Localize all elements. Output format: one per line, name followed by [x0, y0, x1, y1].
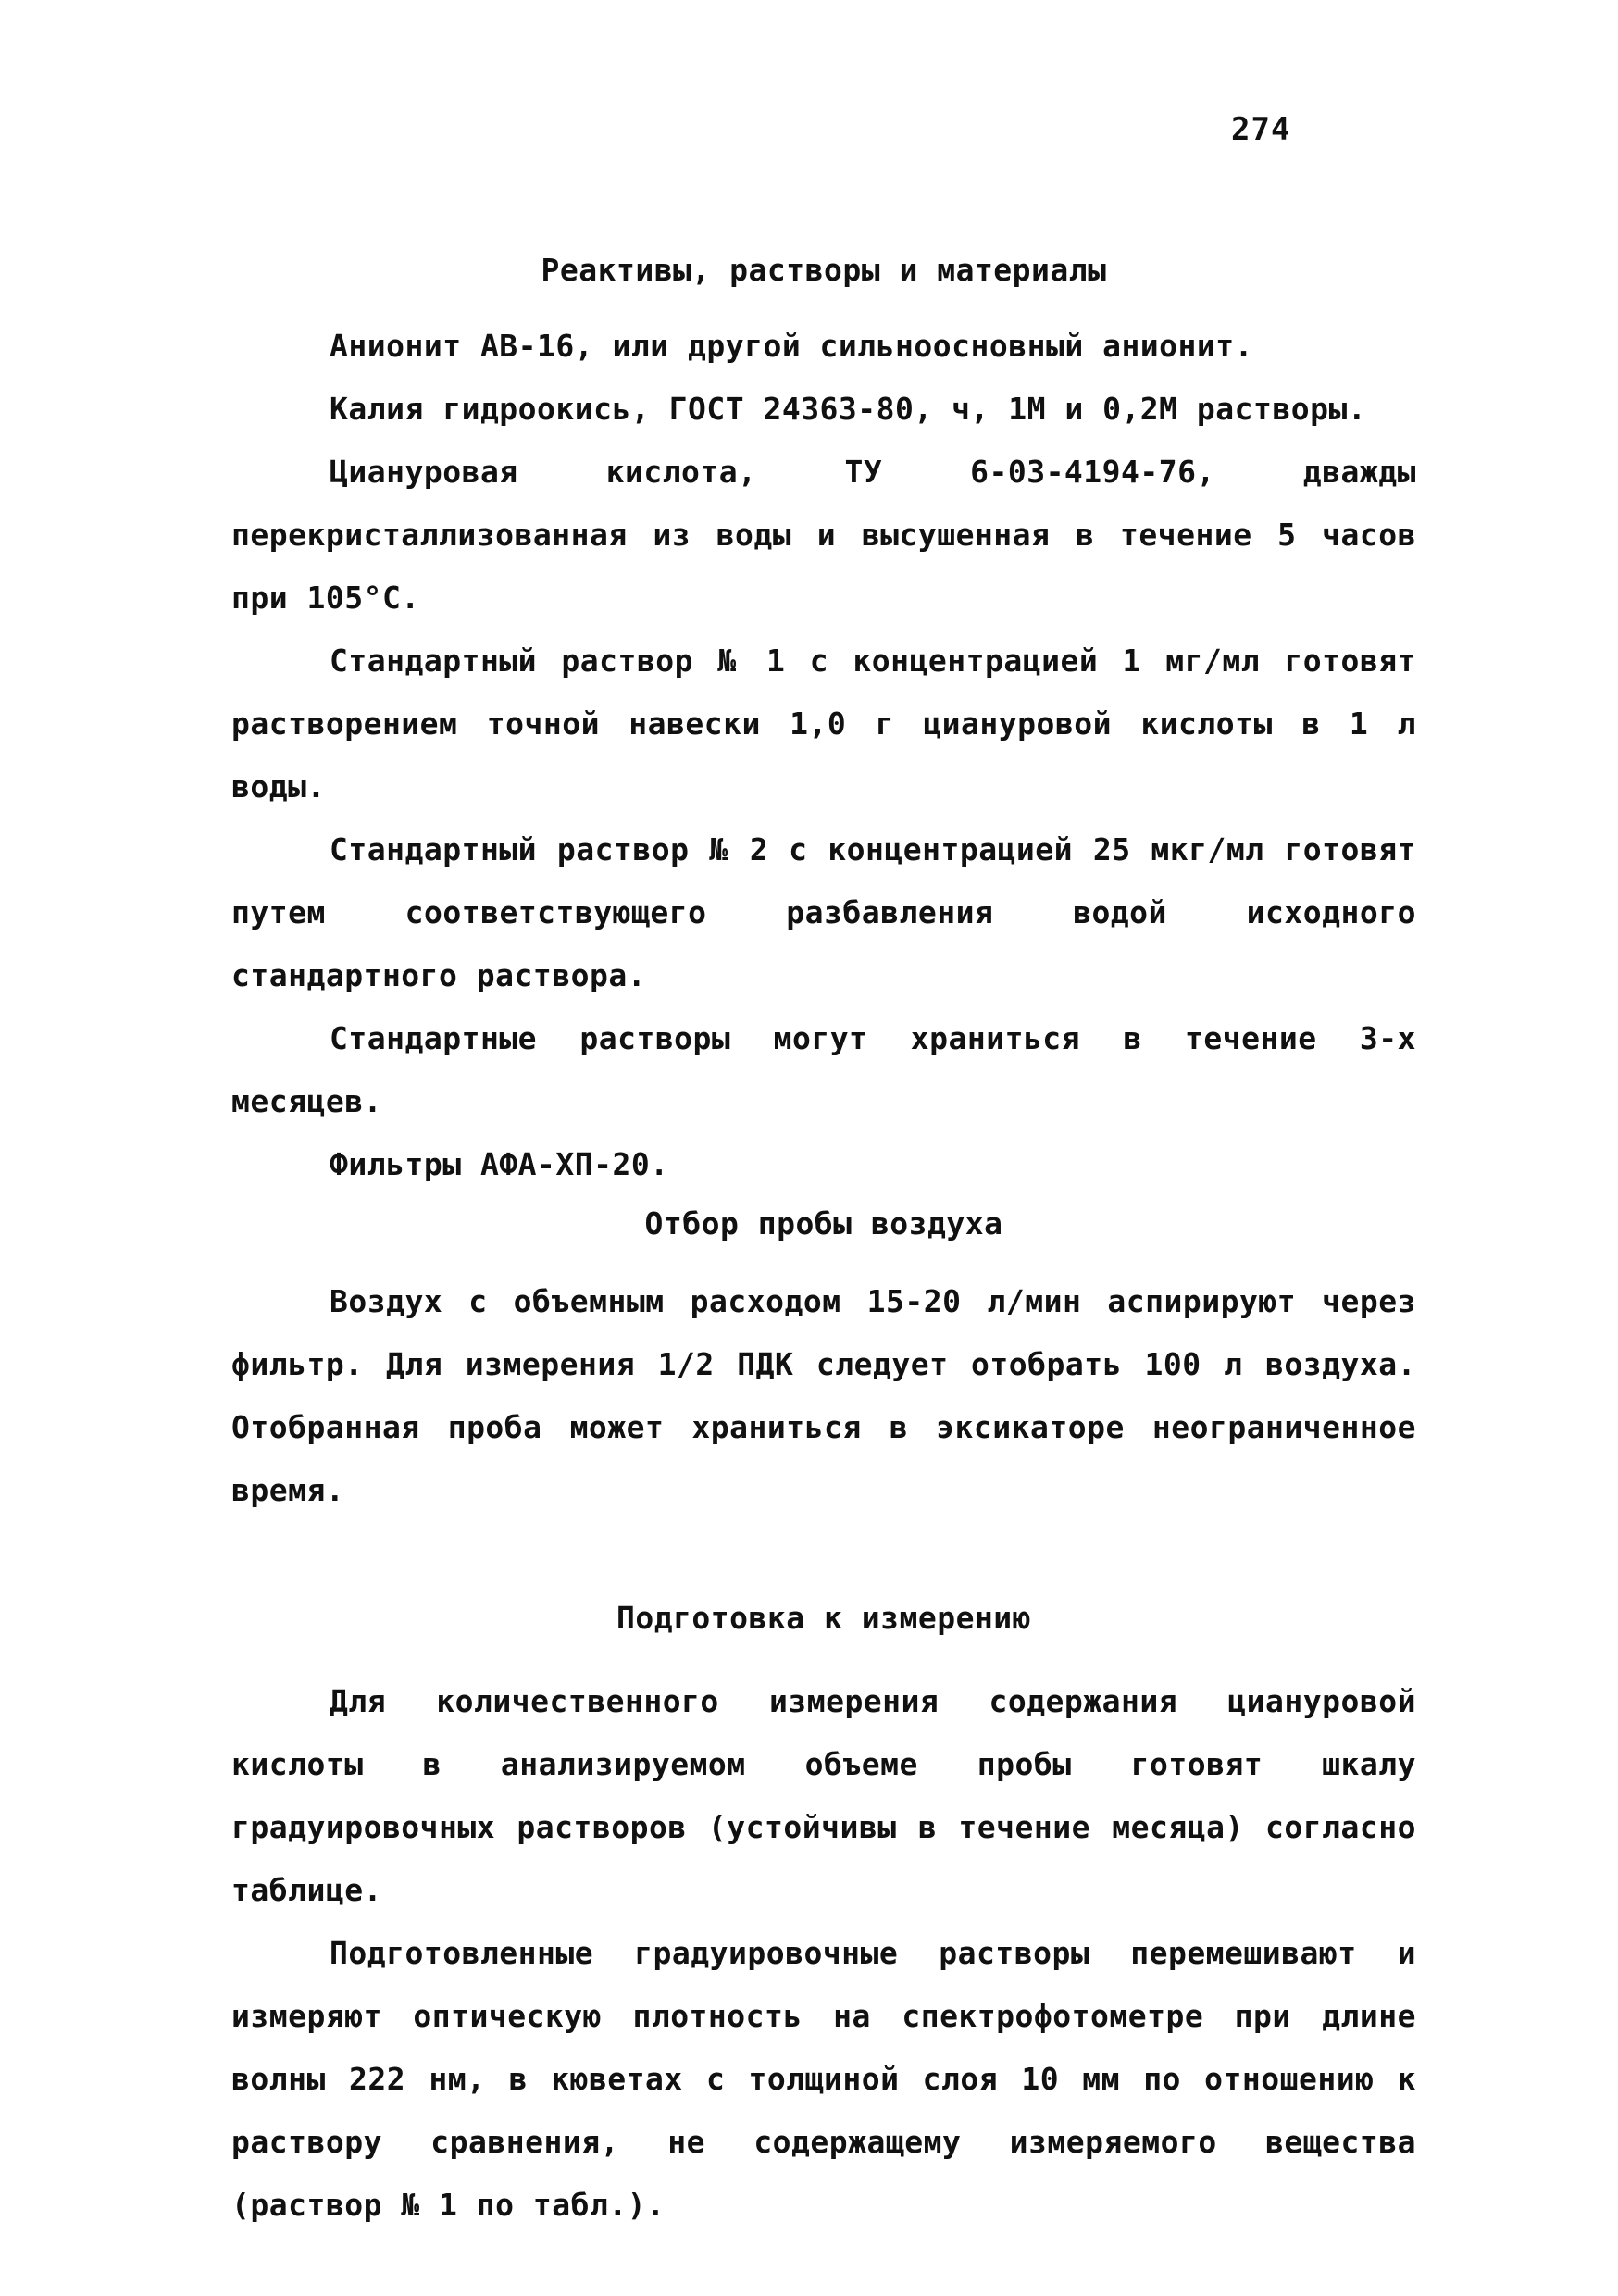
paragraph: Стандартный раствор № 2 с концентрацией 25 мкг/мл готовят путем соответствующего разбавления водой исходного стандартного раствора.: [231, 831, 1416, 993]
paragraph: Анионит АВ-16, или другой сильноосновный анионит.: [330, 328, 1254, 364]
section-heading-reagents: Реактивы, растворы и материалы: [541, 252, 1107, 288]
paragraph: Стандартные растворы могут храниться в течение 3-х месяцев.: [231, 1020, 1416, 1119]
paragraph: Подготовленные градуировочные растворы перемешивают и измеряют оптическую плотность на спектрофотометре при длине волны 222 нм, в кюветах с толщиной слоя 10 мм по отношению к раствору сравнения, не содержащему измеряемого вещества (раствор № 1 по табл.).: [231, 1935, 1416, 2223]
paragraph: Воздух с объемным расходом 15-20 л/мин аспирируют через фильтр. Для измерения 1/2 ПДК следует отобрать 100 л воздуха. Отобранная проба может храниться в эксикаторе неограниченное время.: [231, 1283, 1416, 1508]
section-body-preparation: [231, 1670, 1416, 2237]
section-heading-sampling: Отбор пробы воздуха: [644, 1205, 1003, 1242]
paragraph: Стандартный раствор № 1 с концентрацией 1 мг/мл готовят растворением точной навески 1,0 г циануровой кислоты в 1 л воды.: [231, 643, 1416, 805]
section-body-reagents: [231, 315, 1416, 1196]
page-number: 274: [1231, 111, 1291, 148]
paragraph: Циануровая кислота, ТУ 6-03-4194-76, дважды перекристаллизованная из воды и высушенная в течение 5 часов при 105°С.: [231, 454, 1416, 616]
paragraph: Фильтры АФА-ХП-20.: [330, 1146, 669, 1182]
section-body-sampling: [231, 1270, 1416, 1522]
section-heading-preparation: Подготовка к измерению: [616, 1600, 1032, 1636]
paragraph: Калия гидроокись, ГОСТ 24363-80, ч, 1М и 0,2М растворы.: [330, 391, 1367, 427]
paragraph: Для количественного измерения содержания циануровой кислоты в анализируемом объеме пробы готовят шкалу градуировочных растворов (устойчивы в течение месяца) согласно таблице.: [231, 1683, 1416, 1908]
